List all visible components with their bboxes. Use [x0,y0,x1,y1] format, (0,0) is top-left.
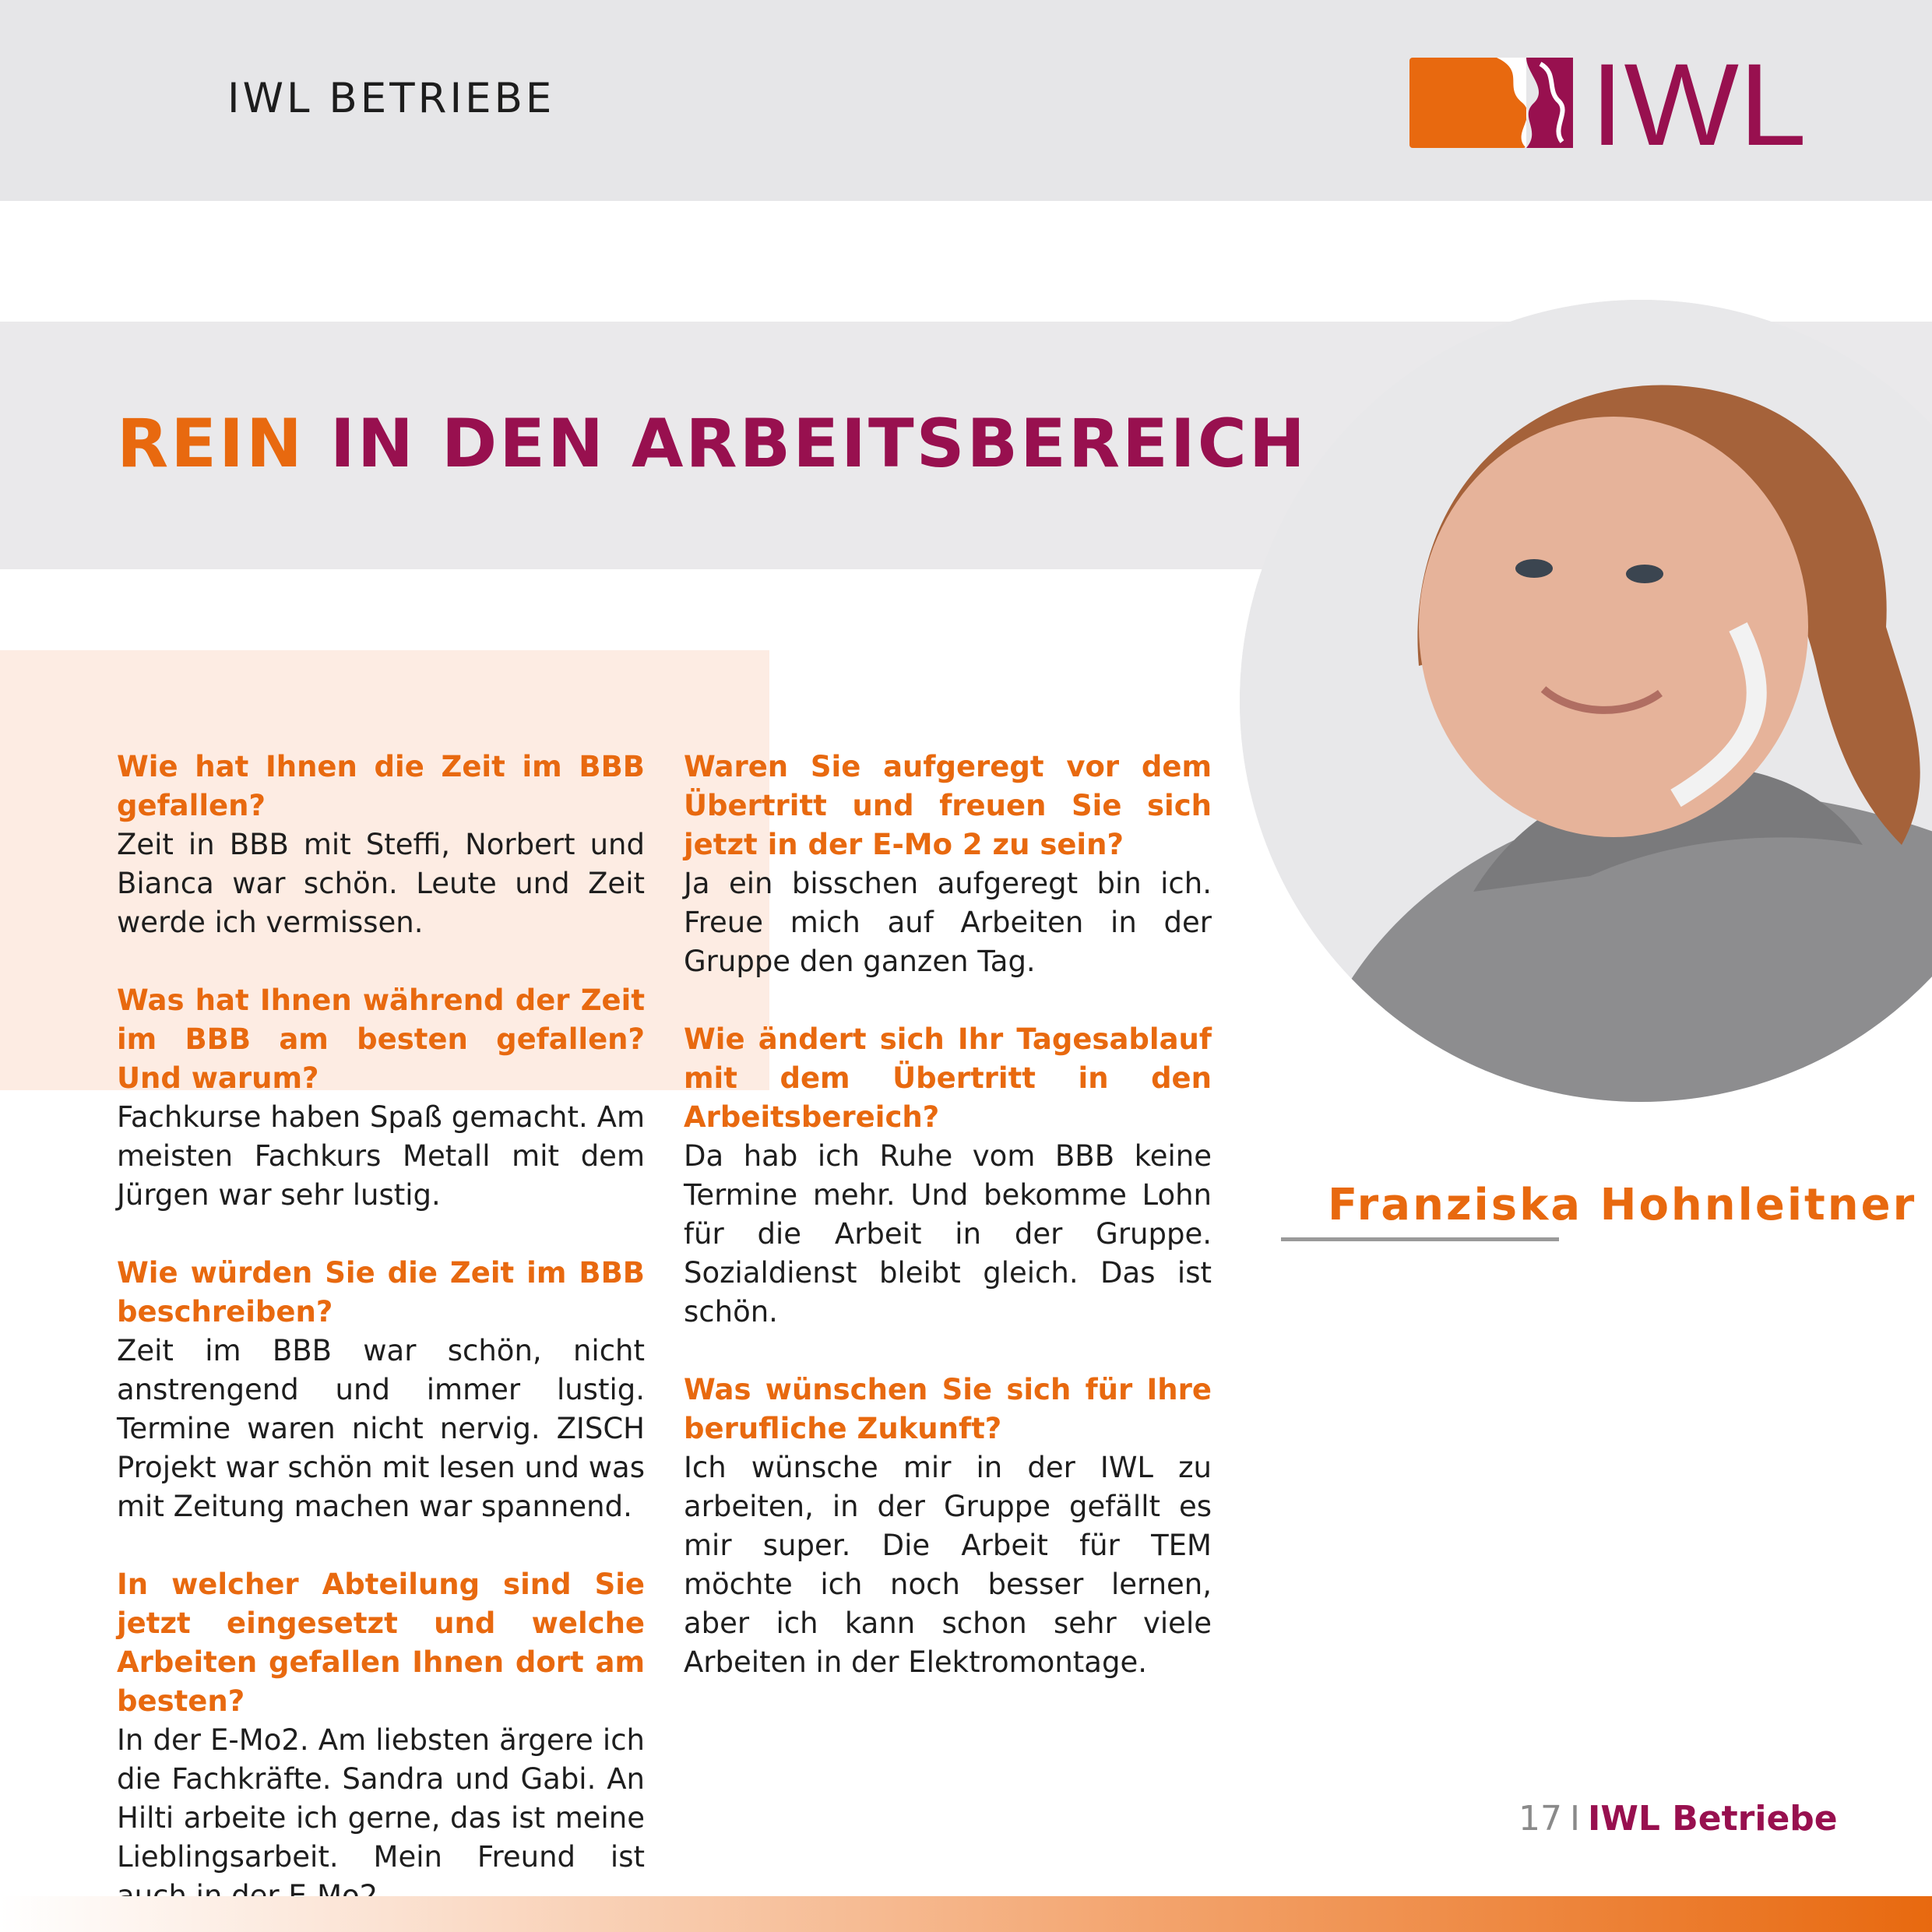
footer-brand: IWL Betriebe [1587,1799,1838,1839]
qa-item [684,1371,1212,1682]
interview-question: Was wünschen Sie sich für Ihre berufliche Zukunft? [684,1373,1212,1445]
interview-question: In welcher Abteilung sind Sie jetzt eingesetzt und welche Arbeiten gefallen Ihnen dort am besten? [117,1568,645,1718]
qa-item [117,981,645,1215]
logo-text: IWL [1590,56,1807,151]
qa-item [117,1254,645,1526]
logo-orange-block [1409,58,1526,148]
qa-item [117,1565,645,1916]
qa-item [684,748,1212,981]
interview-answer: Ja ein bisschen aufgeregt bin ich. Freue mich auf Arbeiten in der Gruppe den ganzen Tag. [684,867,1212,978]
interview-answer: Da hab ich Ruhe vom BBB keine Termine mehr. Und bekomme Lohn für die Arbeit in der Gruppe. Sozialdienst bleibt gleich. Das ist schön. [684,1139,1212,1328]
page-title-rest: IN DEN ARBEITSBEREICH [329,405,1307,483]
interview-answer: In der E-Mo2. Am liebsten ärgere ich die Fachkräfte. Sandra und Gabi. An Hilti arbeite ich gerne, das ist meine Lieblingsarbeit. Mein Freund ist [117,1723,645,1874]
interview-question: Wie ändert sich Ihr Tagesablauf mit dem Übertritt in den Arbeitsbereich? [684,1022,1212,1134]
footer-separator: I [1570,1799,1580,1839]
portrait-face [1419,417,1808,837]
interview-answer: Zeit in BBB mit Steffi, Norbert und Bianca war schön. Leute und Zeit werde ich vermissen. [117,828,645,939]
page-footer [1519,1799,1838,1839]
name-underline [1281,1237,1559,1241]
bottom-gradient-bar [0,1896,1932,1932]
portrait-eye-left [1515,559,1553,578]
header-section-label: IWL BETRIEBE [227,75,555,122]
interview-answer: Fachkurse haben Spaß gemacht. Am meisten Fachkurs Metall mit dem Jürgen war sehr lustig. [117,1100,645,1212]
interview-answer: Ich wünsche mir in der IWL zu arbeiten, in der Gruppe gefällt es mir super. Die Arbeit für TEM möchte ich noch besser lernen, aber ich kann schon sehr viele Arbeiten in der Elektromontage. [684,1451,1212,1679]
qa-item [684,1020,1212,1332]
interview-question: Waren Sie aufgeregt vor dem Übertritt und freuen Sie sich jetzt in der E-Mo 2 zu sein? [684,750,1212,861]
interview-answer: Zeit im BBB war schön, nicht anstrengend und immer lustig. Termine waren nicht nervig. ZISCH Projekt war schön mit lesen und was mit Zeitung machen war spannend. [117,1334,645,1523]
interview-column-left [117,748,645,1932]
portrait-eye-right [1626,565,1663,583]
page-number: 17 [1519,1799,1562,1839]
interview-question: Was hat Ihnen während der Zeit im BBB am besten gefallen? Und warum? [117,984,645,1095]
interview-question: Wie hat Ihnen die Zeit im BBB gefallen? [117,750,645,822]
iwl-logo [1409,56,1808,151]
person-name: Franziska Hohnleitner [1328,1180,1917,1230]
interview-column-right [684,748,1212,1721]
qa-item [117,748,645,942]
page-title-accent: REIN [117,405,304,483]
interview-question: Wie würden Sie die Zeit im BBB beschreiben? [117,1256,645,1328]
page-title [117,405,1307,483]
